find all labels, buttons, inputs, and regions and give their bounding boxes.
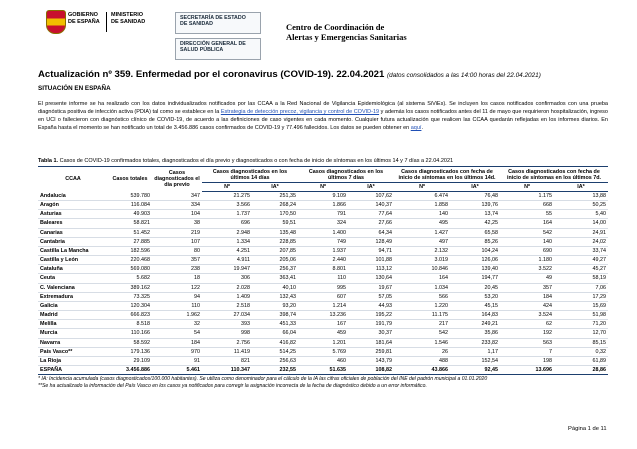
table-cell: 7 — [500, 347, 554, 356]
table-cell: 57,05 — [348, 292, 394, 301]
table-cell: 8.518 — [108, 320, 152, 329]
table-cell: 66,04 — [252, 329, 298, 338]
table-cell: 5.461 — [152, 365, 202, 374]
table-cell: 17,29 — [554, 292, 608, 301]
table-row — [38, 201, 608, 210]
table-cell: 43.866 — [394, 365, 450, 374]
table-cell: 58.592 — [108, 338, 152, 347]
table-cell: 143,79 — [348, 356, 394, 365]
table-cell: 1.937 — [298, 246, 348, 255]
table-cell: 167 — [298, 320, 348, 329]
table-cell: 668 — [500, 201, 554, 210]
table-cell: 140 — [394, 210, 450, 219]
table-cell: 3.522 — [500, 265, 554, 274]
table-cell: 126,06 — [450, 256, 500, 265]
direccion-general-box: DIRECCIÓN GENERAL DE SALUD PÚBLICA — [175, 38, 261, 60]
table-cell: 460 — [298, 356, 348, 365]
table-cell: 249,21 — [450, 320, 500, 329]
table-cell: 71,20 — [554, 320, 608, 329]
ccaa-name-cell: Madrid — [38, 311, 108, 320]
table-cell: 2.028 — [202, 283, 252, 292]
table-cell: 49,27 — [554, 256, 608, 265]
table-cell: 451,33 — [252, 320, 298, 329]
table-cell: 94 — [152, 292, 202, 301]
table-cell: 0,32 — [554, 347, 608, 356]
col-n: Nº — [500, 183, 554, 192]
table-cell: 696 — [202, 219, 252, 228]
table-cell: 53,20 — [450, 292, 500, 301]
table-cell: 347 — [152, 192, 202, 201]
table-row — [38, 338, 608, 347]
table-cell: 1.214 — [298, 301, 348, 310]
col-n: Nº — [394, 183, 450, 192]
col-group-7d: Casos diagnosticados en los últimos 7 días — [298, 167, 394, 183]
table-cell: 104 — [152, 210, 202, 219]
table-cell: 690 — [500, 246, 554, 255]
table-cell: 233,82 — [450, 338, 500, 347]
table-cell: 139,40 — [450, 265, 500, 274]
ccaa-name-cell: Baleares — [38, 219, 108, 228]
table-cell: 220.468 — [108, 256, 152, 265]
table-cell: 488 — [394, 356, 450, 365]
table-cell: 62 — [500, 320, 554, 329]
table-cell: 217 — [394, 320, 450, 329]
table-cell: 64,34 — [348, 228, 394, 237]
table-cell: 28,86 — [554, 365, 608, 374]
table-cell: 77,64 — [348, 210, 394, 219]
table-cell: 181,64 — [348, 338, 394, 347]
col-group-fis-14d: Casos diagnosticados con fecha de inicio de síntomas en los últimos 14d. — [394, 167, 500, 183]
table-cell: 179.136 — [108, 347, 152, 356]
table-cell: 92,45 — [450, 365, 500, 374]
table-cell: 398,74 — [252, 311, 298, 320]
table-cell: 232,55 — [252, 365, 298, 374]
table-cell: 2.440 — [298, 256, 348, 265]
table-cell: 495 — [394, 219, 450, 228]
table-cell: 170,50 — [252, 210, 298, 219]
ccaa-name-cell: Asturias — [38, 210, 108, 219]
table-row — [38, 246, 608, 255]
ccaa-name-cell: C. Valenciana — [38, 283, 108, 292]
table-cell: 3.566 — [202, 201, 252, 210]
col-n: Nº — [202, 183, 252, 192]
table-cell: 164 — [394, 274, 450, 283]
table-total-row — [38, 365, 608, 374]
col-total: Casos totales — [108, 167, 152, 192]
spain-coat-of-arms-logo — [46, 10, 66, 34]
table-cell: 18 — [152, 274, 202, 283]
table-cell: 334 — [152, 201, 202, 210]
table-cell: 19.947 — [202, 265, 252, 274]
col-group-14d: Casos diagnosticados en los últimos 14 días — [202, 167, 298, 183]
table-cell: 324 — [298, 219, 348, 228]
table-cell: 85,26 — [450, 237, 500, 246]
table-cell: 110 — [152, 301, 202, 310]
ccaa-name-cell: Castilla La Mancha — [38, 246, 108, 255]
table-cell: 27.885 — [108, 237, 152, 246]
table-cell: 27.034 — [202, 311, 252, 320]
table-cell: 821 — [202, 356, 252, 365]
report-title: Actualización nº 359. Enfermedad por el coronavirus (COVID-19). 22.04.2021 (datos consolidados a las 14:00 horas del 22.04.2021) — [38, 69, 541, 80]
table-cell: 38 — [152, 219, 202, 228]
table-cell: 497 — [394, 237, 450, 246]
footnote-pais-vasco: **Se ha actualizado la información del País Vasco en los casos ya notificados para corregir la asignación incorrecta de la fecha de diagnóstico debido a un error informático. — [38, 383, 427, 389]
table-cell: 2.132 — [394, 246, 450, 255]
table-cell: 24,02 — [554, 237, 608, 246]
section-heading: SITUACIÓN EN ESPAÑA — [38, 85, 111, 92]
col-ia: IA* — [348, 183, 394, 192]
table-cell: 130,64 — [348, 274, 394, 283]
table-cell: 13,88 — [554, 192, 608, 201]
table-cell: 140 — [500, 237, 554, 246]
table-cell: 93,20 — [252, 301, 298, 310]
table-cell: 76,48 — [450, 192, 500, 201]
table-cell: 542 — [394, 329, 450, 338]
table-cell: 21.275 — [202, 192, 252, 201]
table-cell: 152,54 — [450, 356, 500, 365]
table-cell: 26 — [394, 347, 450, 356]
table-cell: 29.109 — [108, 356, 152, 365]
table-cell: 194,77 — [450, 274, 500, 283]
table-cell: 363,41 — [252, 274, 298, 283]
table-cell: 58,19 — [554, 274, 608, 283]
table-cell: 13.236 — [298, 311, 348, 320]
table-cell: 1.546 — [394, 338, 450, 347]
gobierno-de-espana-label: GOBIERNO DE ESPAÑA — [68, 12, 100, 25]
ccaes-heading: Centro de Coordinación de Alertas y Emergencias Sanitarias — [286, 22, 407, 42]
table-cell: 191,79 — [348, 320, 394, 329]
table-cell: 184 — [500, 292, 554, 301]
table-cell: 1.737 — [202, 210, 252, 219]
table-cell: 5,40 — [554, 210, 608, 219]
table-cell: 30,37 — [348, 329, 394, 338]
table-cell: 2.518 — [202, 301, 252, 310]
table-row — [38, 320, 608, 329]
col-ia: IA* — [554, 183, 608, 192]
table-cell: 140,37 — [348, 201, 394, 210]
table-row — [38, 301, 608, 310]
cases-table — [38, 166, 608, 375]
table-row — [38, 265, 608, 274]
table-cell: 393 — [202, 320, 252, 329]
table-cell: 995 — [298, 283, 348, 292]
table-cell: 607 — [298, 292, 348, 301]
table-cell: 184 — [152, 338, 202, 347]
col-ia: IA* — [450, 183, 500, 192]
table-cell: 58.821 — [108, 219, 152, 228]
table-cell: 49.903 — [108, 210, 152, 219]
table-cell: 164 — [500, 219, 554, 228]
table-cell: 424 — [500, 301, 554, 310]
table-cell: 13,74 — [450, 210, 500, 219]
col-ccaa: CCAA — [38, 167, 108, 192]
table-row — [38, 356, 608, 365]
table-cell: 54 — [152, 329, 202, 338]
table-cell: 9.109 — [298, 192, 348, 201]
ccaa-name-cell: Melilla — [38, 320, 108, 329]
table-cell: 459 — [298, 329, 348, 338]
table-cell: 108,82 — [348, 365, 394, 374]
ministerio-label: MINISTERIO DE SANIDAD — [111, 12, 146, 25]
table-footnotes — [38, 376, 487, 390]
table-cell: 8.801 — [298, 265, 348, 274]
ccaa-name-cell: Murcia — [38, 329, 108, 338]
table-cell: 7,06 — [554, 283, 608, 292]
table-cell: 15,69 — [554, 301, 608, 310]
table-cell: 122 — [152, 283, 202, 292]
col-ia: IA* — [252, 183, 298, 192]
table-cell: 27,66 — [348, 219, 394, 228]
table-cell: 3.524 — [500, 311, 554, 320]
table-row — [38, 256, 608, 265]
table-cell: 566 — [394, 292, 450, 301]
table-cell: 50,25 — [554, 201, 608, 210]
table-cell: 228,85 — [252, 237, 298, 246]
table-cell: 1.866 — [298, 201, 348, 210]
table-row — [38, 283, 608, 292]
table-cell: 40,10 — [252, 283, 298, 292]
table-row — [38, 210, 608, 219]
table-cell: 2.948 — [202, 228, 252, 237]
table-row — [38, 347, 608, 356]
ccaa-name-cell: Cantabria — [38, 237, 108, 246]
table-cell: 970 — [152, 347, 202, 356]
table-cell: 1,17 — [450, 347, 500, 356]
table-cell: 11.175 — [394, 311, 450, 320]
table-cell: 238 — [152, 265, 202, 274]
footnote-ia: * IA: Incidencia acumulada (casos diagnosticados/100.000 habitantes). Se utiliza como denominador para el cálculo de la IA las cifras oficiales de población del INE del padrón municipal a 01.01.2020 — [38, 376, 488, 382]
table-cell: 1.962 — [152, 311, 202, 320]
table-cell: 113,12 — [348, 265, 394, 274]
table-cell: 306 — [202, 274, 252, 283]
table-cell: 256,37 — [252, 265, 298, 274]
table-cell: 1.220 — [394, 301, 450, 310]
estrategia-link[interactable]: Estrategia de detección precoz, vigilancia y control de COVID-19 — [220, 109, 380, 116]
table-cell: 110.166 — [108, 329, 152, 338]
table-cell: 44,93 — [348, 301, 394, 310]
table-cell: 749 — [298, 237, 348, 246]
table-cell: 11.419 — [202, 347, 252, 356]
data-download-link[interactable]: aquí — [410, 125, 422, 132]
table-cell: 1.175 — [500, 192, 554, 201]
table-cell: 1.858 — [394, 201, 450, 210]
table-cell: 259,81 — [348, 347, 394, 356]
ccaa-name-cell: Navarra — [38, 338, 108, 347]
table-cell: ESPAÑA — [38, 365, 108, 374]
table-cell: 13.696 — [500, 365, 554, 374]
table-cell: 65,58 — [450, 228, 500, 237]
table-cell: 4.911 — [202, 256, 252, 265]
ccaa-name-cell: País Vasco** — [38, 347, 108, 356]
table-cell: 998 — [202, 329, 252, 338]
table-cell: 416,82 — [252, 338, 298, 347]
table-cell: 198 — [500, 356, 554, 365]
table-row — [38, 274, 608, 283]
ccaa-name-cell: Cataluña — [38, 265, 108, 274]
table-row — [38, 237, 608, 246]
table-cell: 251,35 — [252, 192, 298, 201]
table-cell: 4.251 — [202, 246, 252, 255]
table-cell: 116.084 — [108, 201, 152, 210]
table-cell: 1.427 — [394, 228, 450, 237]
col-n: Nº — [298, 183, 348, 192]
table-cell: 139,76 — [450, 201, 500, 210]
table-cell: 24,91 — [554, 228, 608, 237]
table-cell: 59,51 — [252, 219, 298, 228]
table-cell: 539.780 — [108, 192, 152, 201]
col-group-fis-7d: Casos diagnosticados con fecha de inicio de síntomas en los últimos 7d. — [500, 167, 608, 183]
table-cell: 20,45 — [450, 283, 500, 292]
page-number: Página 1 de 11 — [568, 426, 607, 432]
table-cell: 256,63 — [252, 356, 298, 365]
header-divider — [106, 12, 107, 32]
table-cell: 219 — [152, 228, 202, 237]
table-cell: 104,24 — [450, 246, 500, 255]
table-cell: 791 — [298, 210, 348, 219]
table-row — [38, 311, 608, 320]
secretaria-box: SECRETARÍA DE ESTADO DE SANIDAD — [175, 12, 261, 34]
table-cell: 3.019 — [394, 256, 450, 265]
table-cell: 666.823 — [108, 311, 152, 320]
table-cell: 32 — [152, 320, 202, 329]
table-cell: 91 — [152, 356, 202, 365]
table-cell: 357 — [500, 283, 554, 292]
table-cell: 1.034 — [394, 283, 450, 292]
ccaa-name-cell: Canarias — [38, 228, 108, 237]
table-cell: 128,49 — [348, 237, 394, 246]
col-prev-day: Casos diagnosticados el día previo — [152, 167, 202, 192]
table-row — [38, 329, 608, 338]
table-cell: 101,88 — [348, 256, 394, 265]
table-cell: 19,67 — [348, 283, 394, 292]
table-cell: 135,48 — [252, 228, 298, 237]
table-cell: 35,86 — [450, 329, 500, 338]
table-cell: 12,70 — [554, 329, 608, 338]
ccaa-name-cell: Galicia — [38, 301, 108, 310]
table-cell: 110.347 — [202, 365, 252, 374]
ccaa-name-cell: La Rioja — [38, 356, 108, 365]
table-caption: Tabla 1. Casos de COVID-19 confirmados totales, diagnosticados el día previo y diagnosticados o con fecha de inicio de síntomas en los últimos 14 y 7 días a 22.04.2021 — [38, 158, 454, 164]
table-cell: 132,43 — [252, 292, 298, 301]
table-cell: 5.682 — [108, 274, 152, 283]
ccaa-name-cell: Andalucía — [38, 192, 108, 201]
table-cell: 107,62 — [348, 192, 394, 201]
table-cell: 389.162 — [108, 283, 152, 292]
table-cell: 514,25 — [252, 347, 298, 356]
table-cell: 94,71 — [348, 246, 394, 255]
table-cell: 110 — [298, 274, 348, 283]
table-cell: 1.201 — [298, 338, 348, 347]
table-cell: 85,15 — [554, 338, 608, 347]
table-cell: 2.756 — [202, 338, 252, 347]
ccaa-name-cell: Castilla y León — [38, 256, 108, 265]
table-cell: 5.769 — [298, 347, 348, 356]
table-cell: 563 — [500, 338, 554, 347]
table-cell: 207,85 — [252, 246, 298, 255]
table-cell: 205,06 — [252, 256, 298, 265]
table-cell: 1.180 — [500, 256, 554, 265]
table-cell: 164,83 — [450, 311, 500, 320]
ccaa-name-cell: Ceuta — [38, 274, 108, 283]
table-cell: 542 — [500, 228, 554, 237]
table-cell: 268,24 — [252, 201, 298, 210]
table-cell: 1.334 — [202, 237, 252, 246]
table-cell: 14,00 — [554, 219, 608, 228]
table-cell: 6.474 — [394, 192, 450, 201]
table-cell: 51.635 — [298, 365, 348, 374]
table-row — [38, 192, 608, 201]
table-cell: 357 — [152, 256, 202, 265]
table-cell: 51,98 — [554, 311, 608, 320]
intro-paragraph: El presente informe se ha realizado con los datos individualizados notificados por las CCAA a la Red Nacional de Vigilancia Epidemiológica (al sistema SiViEs). Se incluyen los casos notificados confirmados con una prueba diagnóstica positiva de infección activa (PDIA) tal como se establece en la Estrategia de detección precoz, vigilancia y control de COVID-19 y además los casos notificados antes del 11 de mayo que requirieron hospitalización, ingreso en UCI o fallecieron con diagnóstico clínico de COVID-19, de acuerdo a las definiciones de caso vigentes en cada momento. Cualquier futura actualización que realicen las CCAA quedarán reflejadas en los informes diarios. En España hasta el momento se han notificado un total de 3.456.886 casos confirmados de COVID-19 y 77.496 fallecidos. Los datos se pueden obtener en aquí. — [38, 101, 608, 132]
ccaa-name-cell: Aragón — [38, 201, 108, 210]
table-cell: 569.080 — [108, 265, 152, 274]
table-row — [38, 219, 608, 228]
table-cell: 195,22 — [348, 311, 394, 320]
table-cell: 3.456.886 — [108, 365, 152, 374]
table-row — [38, 228, 608, 237]
table-cell: 61,89 — [554, 356, 608, 365]
title-note: (datos consolidados a las 14:00 horas del 22.04.2021) — [387, 72, 541, 79]
table-cell: 51.452 — [108, 228, 152, 237]
table-cell: 1.409 — [202, 292, 252, 301]
table-cell: 182.596 — [108, 246, 152, 255]
table-cell: 49 — [500, 274, 554, 283]
table-cell: 192 — [500, 329, 554, 338]
table-cell: 10.846 — [394, 265, 450, 274]
table-cell: 73.325 — [108, 292, 152, 301]
table-cell: 42,25 — [450, 219, 500, 228]
table-cell: 45,27 — [554, 265, 608, 274]
table-cell: 80 — [152, 246, 202, 255]
table-cell: 107 — [152, 237, 202, 246]
table-cell: 120.304 — [108, 301, 152, 310]
ccaa-name-cell: Extremadura — [38, 292, 108, 301]
table-cell: 33,74 — [554, 246, 608, 255]
table-row — [38, 292, 608, 301]
table-cell: 1.400 — [298, 228, 348, 237]
table-cell: 45,15 — [450, 301, 500, 310]
table-cell: 55 — [500, 210, 554, 219]
